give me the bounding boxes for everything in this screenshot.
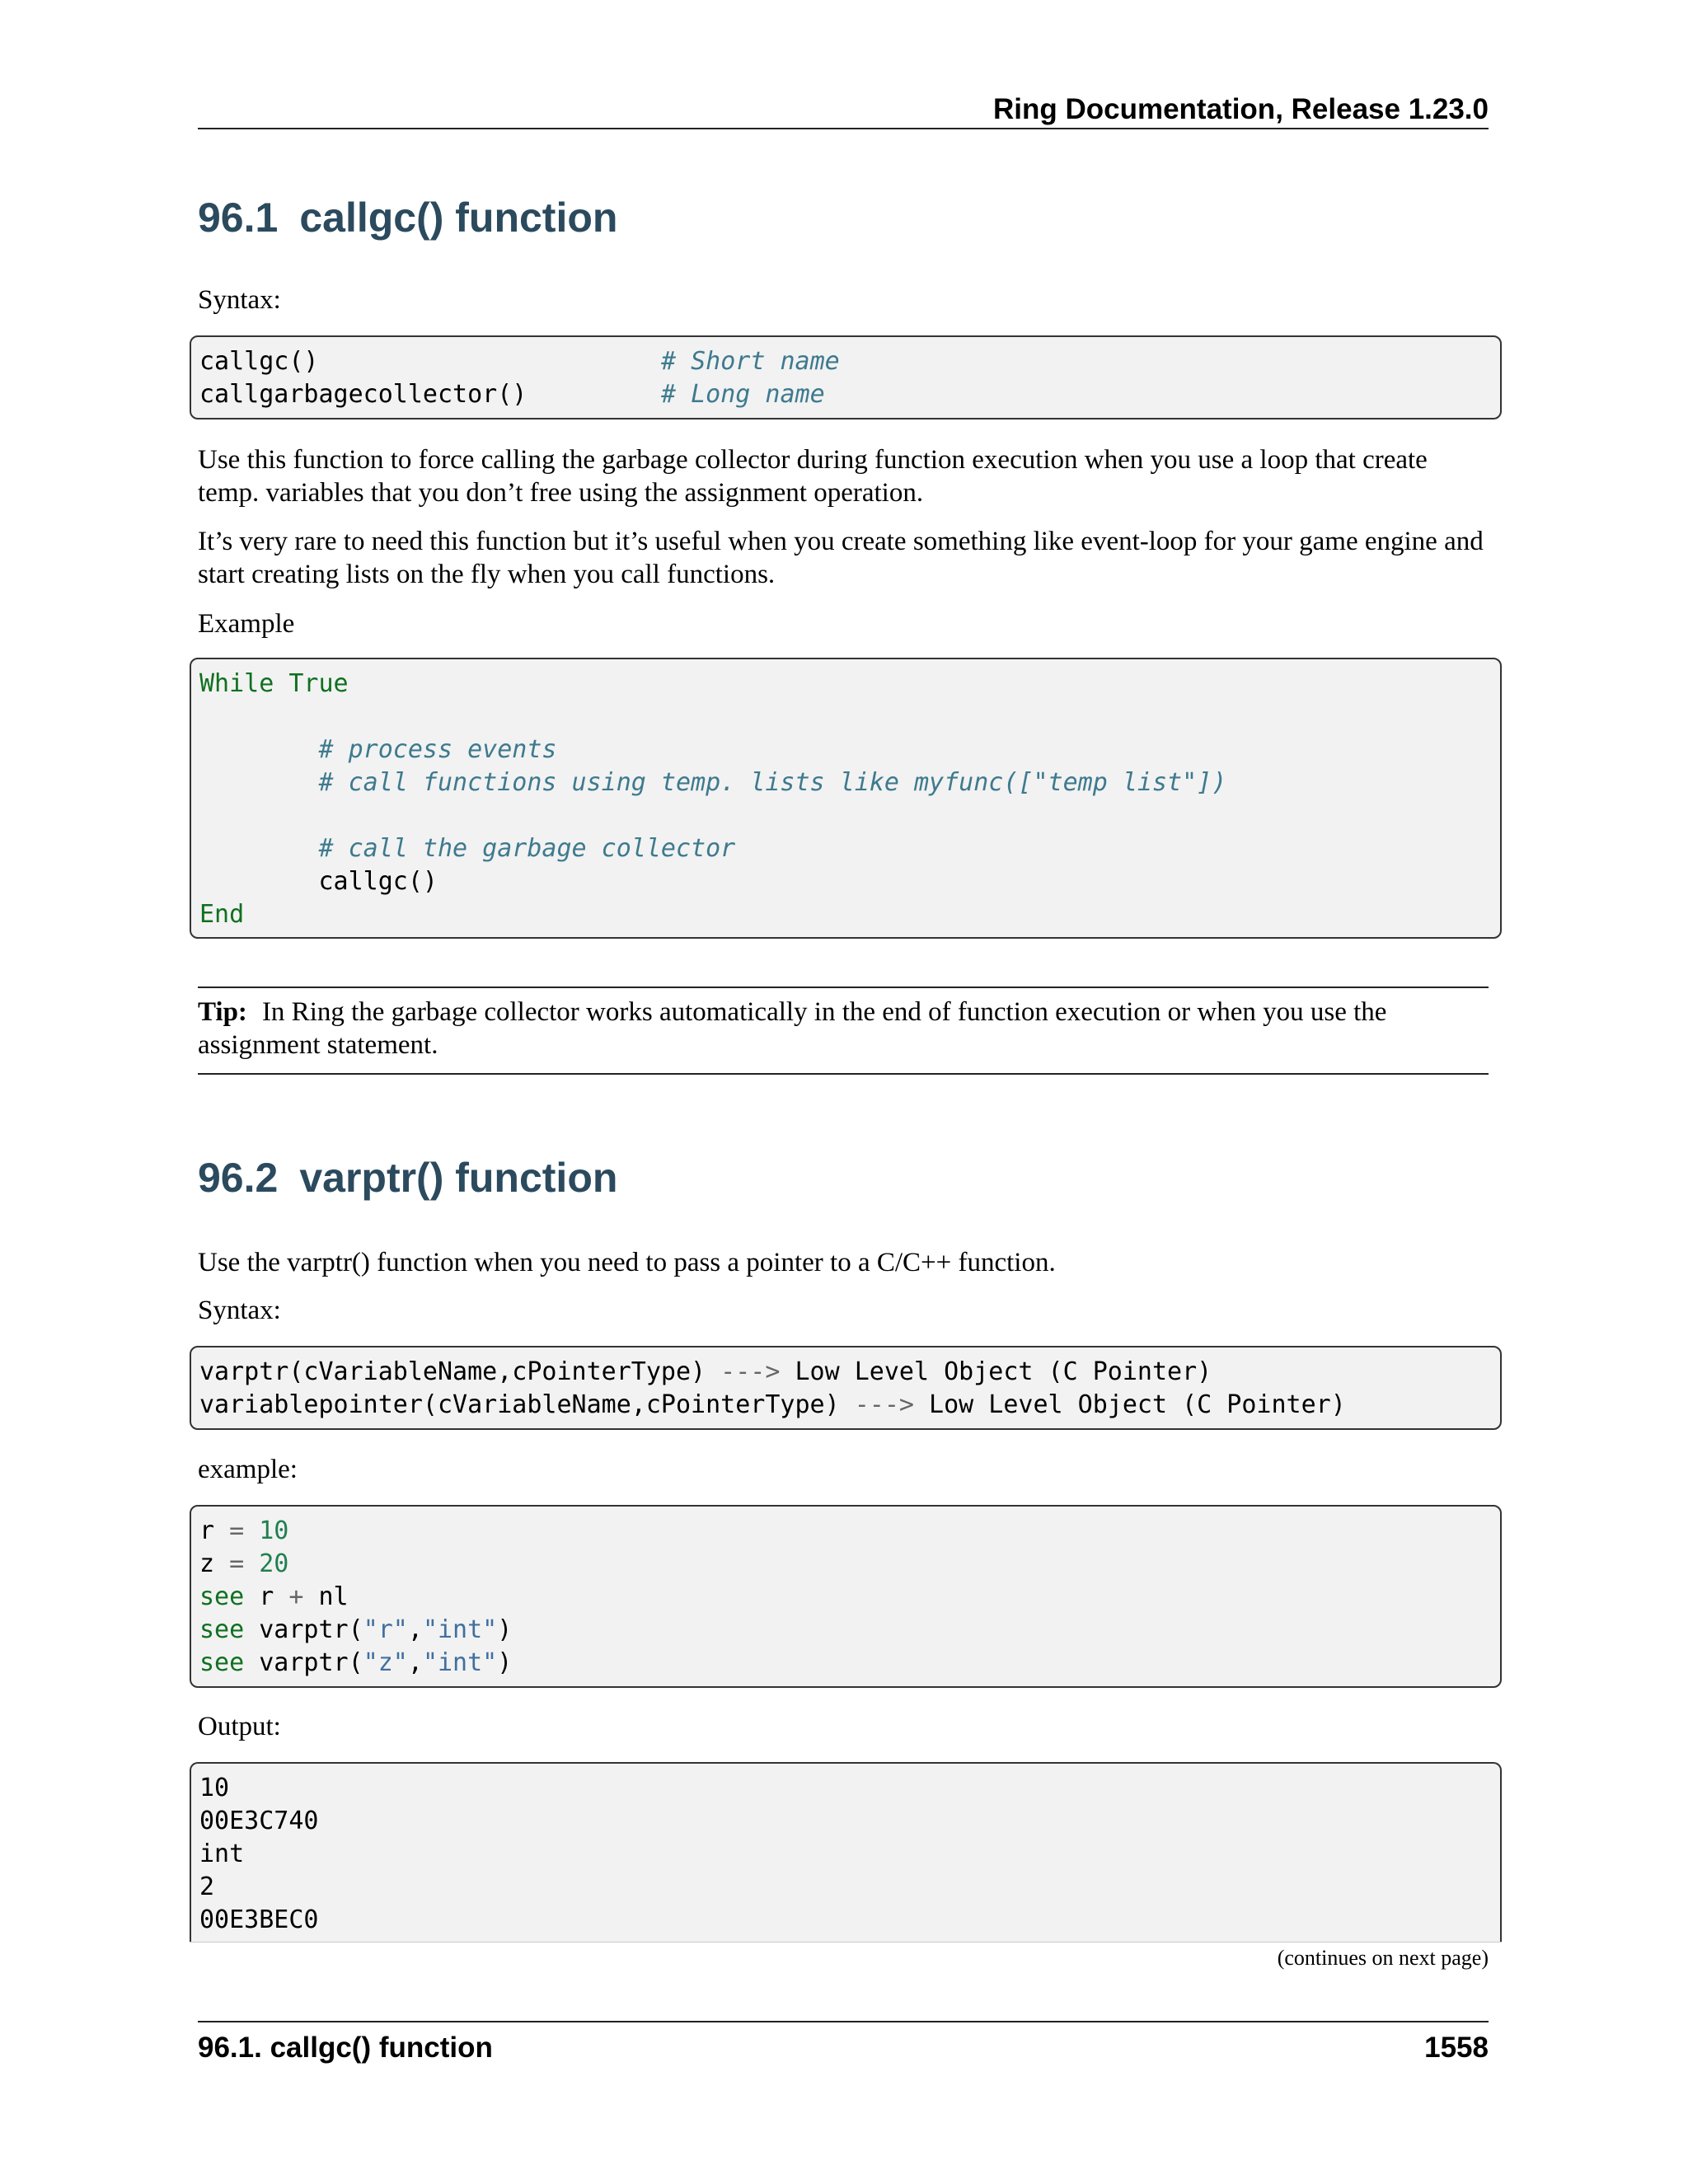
header-rule: [198, 128, 1489, 129]
page-number: 1558: [1424, 2032, 1489, 2064]
running-header: Ring Documentation, Release 1.23.0: [992, 93, 1489, 125]
varptr-example-code-block: [190, 1505, 1502, 1688]
code-line: varptr(cVariableName,cPointerType) ---> Low Level Object (C Pointer): [199, 1357, 1212, 1386]
output-line: int: [199, 1840, 245, 1868]
tip-box: [198, 996, 1489, 1062]
output-code-block: [190, 1762, 1502, 1942]
output-line: 2: [199, 1872, 215, 1901]
code-line: # call functions using temp. lists like myfunc(["temp list"]): [318, 768, 1227, 797]
code-line: End: [199, 900, 245, 929]
code-line: callgc() # Short name: [199, 345, 1500, 378]
paragraph-varptr-intro: Use the varptr() function when you need to pass a pointer to a C/C++ function.: [198, 1248, 1056, 1277]
tip-top-rule: [198, 987, 1489, 988]
paragraph-gc-purpose: Use this function to force calling the garbage collector during function execution when you use a loop that create temp. variables that you don’t free using the assignment operation.: [198, 445, 1428, 508]
code-line: [199, 799, 1500, 832]
example-code-block: [190, 658, 1502, 939]
code-line: # call the garbage collector: [318, 834, 736, 863]
output-block-cut: [190, 1942, 1502, 1943]
code-line: variablepointer(cVariableName,cPointerType) ---> Low Level Object (C Pointer): [199, 1390, 1346, 1419]
tip-text: In Ring the garbage collector works automatically in the end of function execution or when you use the assignment statement.: [198, 997, 1387, 1060]
section-title-text: callgc() function: [299, 194, 618, 241]
code-line: callgarbagecollector() # Long name: [199, 378, 1500, 411]
output-line: 00E3C740: [199, 1807, 319, 1835]
code-line: [199, 701, 1500, 733]
footer-rule: [198, 2021, 1489, 2022]
code-comment: # Short name: [661, 347, 840, 376]
code-line: see varptr("r","int"): [199, 1615, 513, 1644]
code-line: While True: [199, 669, 349, 698]
section-heading-96-2: [198, 1151, 1489, 1204]
code-line: r = 10: [199, 1516, 289, 1545]
section-number: 96.2: [198, 1155, 279, 1201]
example-label: Example: [198, 609, 295, 639]
code-line: see r + nl: [199, 1582, 349, 1611]
example-label: example:: [198, 1455, 298, 1484]
varptr-syntax-code-block: [190, 1346, 1502, 1430]
footer-section-ref: 96.1. callgc() function: [198, 2032, 493, 2064]
section-number: 96.1: [198, 194, 279, 241]
code-line: see varptr("z","int"): [199, 1648, 513, 1677]
tip-bottom-rule: [198, 1073, 1489, 1075]
output-line: 10: [199, 1774, 230, 1802]
paragraph-gc-usage: It’s very rare to need this function but it’s useful when you create something like event-loop for your game engine and start creating lists on the fly when you call functions.: [198, 527, 1484, 589]
code-line: # process events: [318, 735, 557, 764]
code-line: z = 20: [199, 1549, 289, 1578]
syntax-label: Syntax:: [198, 285, 281, 315]
tip-label: Tip:: [198, 997, 247, 1027]
section-heading-96-1: [198, 191, 1489, 244]
syntax-code-block: [190, 335, 1502, 419]
section-title-text: varptr() function: [299, 1155, 618, 1201]
output-label: Output:: [198, 1712, 281, 1741]
code-line: callgc(): [318, 867, 438, 896]
output-line: 00E3BEC0: [199, 1905, 319, 1934]
continues-note: (continues on next page): [1277, 1946, 1489, 1970]
syntax-label: Syntax:: [198, 1296, 281, 1325]
code-comment: # Long name: [661, 380, 825, 409]
